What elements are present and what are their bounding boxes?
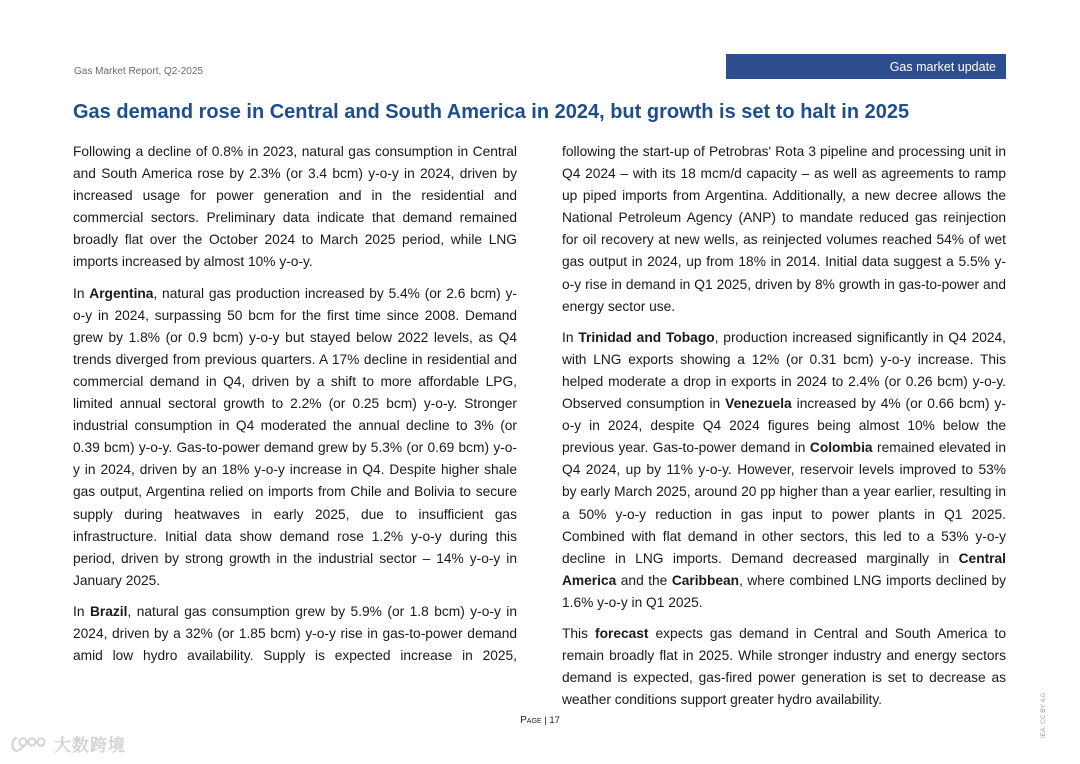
country-brazil: Brazil: [89, 603, 128, 619]
country-argentina: Argentina: [89, 285, 154, 301]
paragraph-caribbean: In Trinidad and Tobago, production increased significantly in Q4 2024, with LNG exports showing a 12% (or 0.31 bcm) y-o-y increase. This helped moderate a drop in exports in 2024 to 2.4% (or 0.26 bcm) y-o-y. Observed consumption in Venezuela increased by 4% (or 0.66 bcm) y-o-y in 2024, despite Q4 2024 figures being almost 10% below the previous year. Gas-to-power demand in Colombia remained elevated in Q4 2024, up by 11% y-o-y. However, reservoir levels improved to 53% by early March 2025, around 20 pp higher than a year earlier, resulting in a 50% y-o-y reduction in gas input to power plants in Q1 2025. Combined with flat demand in other sectors, this led to a 53% y-o-y decline in LNG imports. Demand decreased marginally in Central America and the Caribbean, where combined LNG imports declined by 1.6% y-o-y in Q1 2025.: [562, 329, 1006, 610]
license-note: IEA. CC BY 4.0.: [1040, 691, 1047, 738]
section-tag: [726, 54, 1006, 79]
brand-logo-icon: [10, 732, 50, 756]
page-footer: [0, 715, 1080, 726]
section-tag-label: Gas market update: [889, 59, 996, 74]
right-column: [562, 141, 1006, 720]
paragraph-brazil: In Brazil, natural gas consumption grew by 5.9% (or 1.8 bcm) y-o-y in 2024, driven by a 32% (or 1.85 bcm) y-o-y rise in gas-to-power demand amid low hydro availability. Supply is expected increase in 2025,: [73, 603, 517, 664]
page-separator: |: [541, 715, 550, 726]
left-column: [73, 141, 517, 676]
paragraph-forecast: This forecast expects gas demand in Central and South America to remain broadly flat in 2025. While stronger industry and energy sectors demand is expected, gas-fired power generation is set to decrease as weather conditions support greater hydro availability.: [562, 625, 1006, 708]
watermark-text: 大数跨境: [54, 736, 126, 755]
page-number: 17: [549, 715, 560, 726]
region-central-america: Central America: [562, 550, 1006, 588]
forecast-term: forecast: [595, 625, 649, 641]
country-trinidad-tobago: Trinidad and Tobago: [578, 329, 715, 345]
country-colombia: Colombia: [809, 440, 873, 456]
page-label: Page: [520, 715, 542, 726]
page-title: Gas demand rose in Central and South America in 2024, but growth is set to halt in 2025: [73, 101, 910, 123]
paragraph-argentina: In Argentina, natural gas production increased by 5.4% (or 2.6 bcm) y-o-y in 2024, surpassing 50 bcm for the first time since 2008. Demand grew by 1.8% (or 0.9 bcm) y-o-y but stayed below 2022 levels, as Q4 trends diverged from previous quarters. A 17% decline in residential and commercial demand in Q4, driven by a shift to more affordable LPG, limited annual sectoral growth to 2.2% (or 0.25 bcm) y-o-y. Stronger industrial consumption in Q4 moderated the annual decline to 3% (or 0.39 bcm) y-o-y. Gas-to-power demand grew by 5.3% (or 0.69 bcm) y-o-y in 2024, driven by an 18% y-o-y increase in Q4. Despite higher shale gas output, Argentina relied on imports from Chile and Bolivia to secure supply during heatwaves in early 2025, due to insufficient gas infrastructure. Initial data show demand rose 1.2% y-o-y during this period, driven by strong growth in the industrial sector – 14% y-o-y in January 2025.: [73, 285, 517, 588]
region-caribbean: Caribbean: [671, 572, 740, 588]
country-venezuela: Venezuela: [725, 396, 792, 412]
paragraph-brazil-continued: following the start-up of Petrobras' Rota 3 pipeline and processing unit in Q4 2024 – with its 18 mcm/d capacity – as well as agreements to ramp up piped imports from Argentina. Additionally, a new decree allows the National Petroleum Agency (ANP) to mandate reduced gas reinjection for oil recovery at new wells, as reinjected volumes reached 54% of wet gas output in 2024, up from 18% in 2014. Initial data suggest a 5.5% y-o-y rise in demand in Q1 2025, driven by 8% growth in gas-to-power and energy sector use.: [562, 144, 1006, 314]
report-name: Gas Market Report, Q2-2025: [74, 66, 203, 77]
paragraph-intro: Following a decline of 0.8% in 2023, natural gas consumption in Central and South America rose by 2.3% (or 3.4 bcm) y-o-y in 2024, driven by increased usage for power generation and in the residential and commercial sectors. Preliminary data indicate that demand remained broadly flat over the October 2024 to March 2025 period, while LNG imports increased by almost 10% y-o-y.: [73, 144, 517, 270]
watermark: [10, 731, 126, 756]
